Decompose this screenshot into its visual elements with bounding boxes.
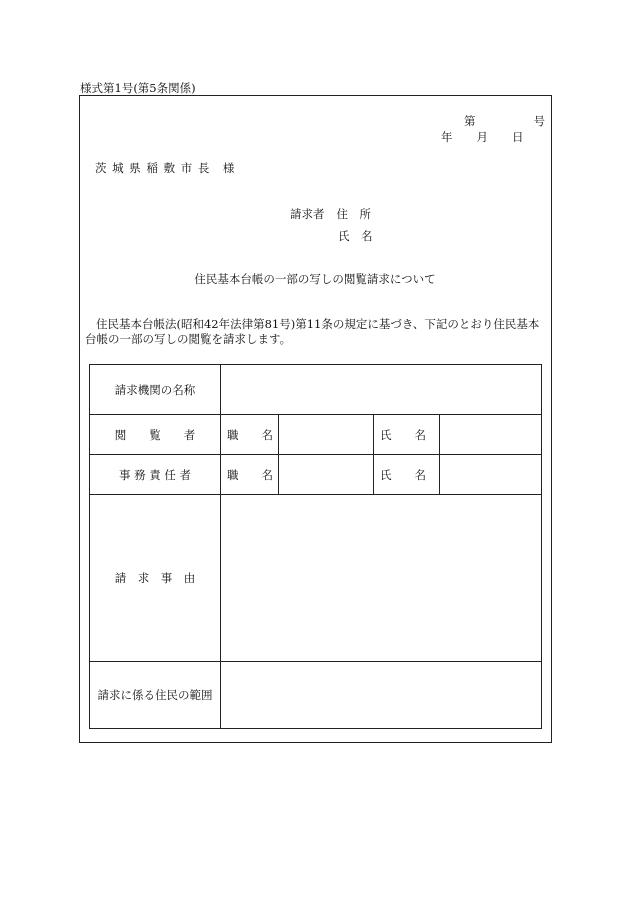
number-prefix: 第	[464, 114, 476, 128]
document-body: 住民基本台帳法(昭和42年法律第81号)第11条の規定に基づき、下記のとおり住民基本台帳の一部の写しの閲覧を請求します。	[85, 317, 540, 346]
officer-position-label: 職 名	[221, 455, 279, 495]
viewer-name-label: 氏 名	[374, 415, 440, 455]
viewer-name-field[interactable]	[440, 415, 542, 455]
viewer-position-label: 職 名	[221, 415, 279, 455]
requester-label: 請求者	[290, 207, 325, 221]
date-month: 月	[476, 130, 488, 144]
addressee: 茨 城 県 稲 敷 市 長 様	[95, 161, 236, 175]
officer-position-field[interactable]	[279, 455, 374, 495]
requester-address	[290, 206, 371, 222]
row-scope	[90, 662, 542, 729]
row-reason	[90, 495, 542, 662]
request-table	[89, 364, 542, 729]
date-day: 日	[512, 130, 524, 144]
document-subject: 住民基本台帳の一部の写しの閲覧請求について	[194, 272, 436, 286]
scope-field[interactable]	[221, 662, 542, 729]
address-label: 住 所	[336, 207, 371, 221]
reason-label: 請 求 事 由	[90, 495, 221, 662]
document-date	[441, 129, 524, 145]
date-year: 年	[441, 130, 453, 144]
viewer-position-field[interactable]	[279, 415, 374, 455]
org-name-label: 請求機関の名称	[90, 365, 221, 415]
number-suffix: 号	[533, 114, 545, 128]
requester-name-label: 氏 名	[338, 229, 373, 243]
officer-label: 事 務 責 任 者	[90, 455, 221, 495]
row-viewer	[90, 415, 542, 455]
form-number: 様式第1号(第5条関係)	[80, 81, 196, 95]
viewer-label: 閲 覧 者	[90, 415, 221, 455]
org-name-field[interactable]	[221, 365, 542, 415]
document-number	[464, 113, 545, 129]
row-org-name	[90, 365, 542, 415]
reason-field[interactable]	[221, 495, 542, 662]
officer-name-label: 氏 名	[374, 455, 440, 495]
row-officer	[90, 455, 542, 495]
scope-label: 請求に係る住民の範囲	[90, 662, 221, 729]
officer-name-field[interactable]	[440, 455, 542, 495]
